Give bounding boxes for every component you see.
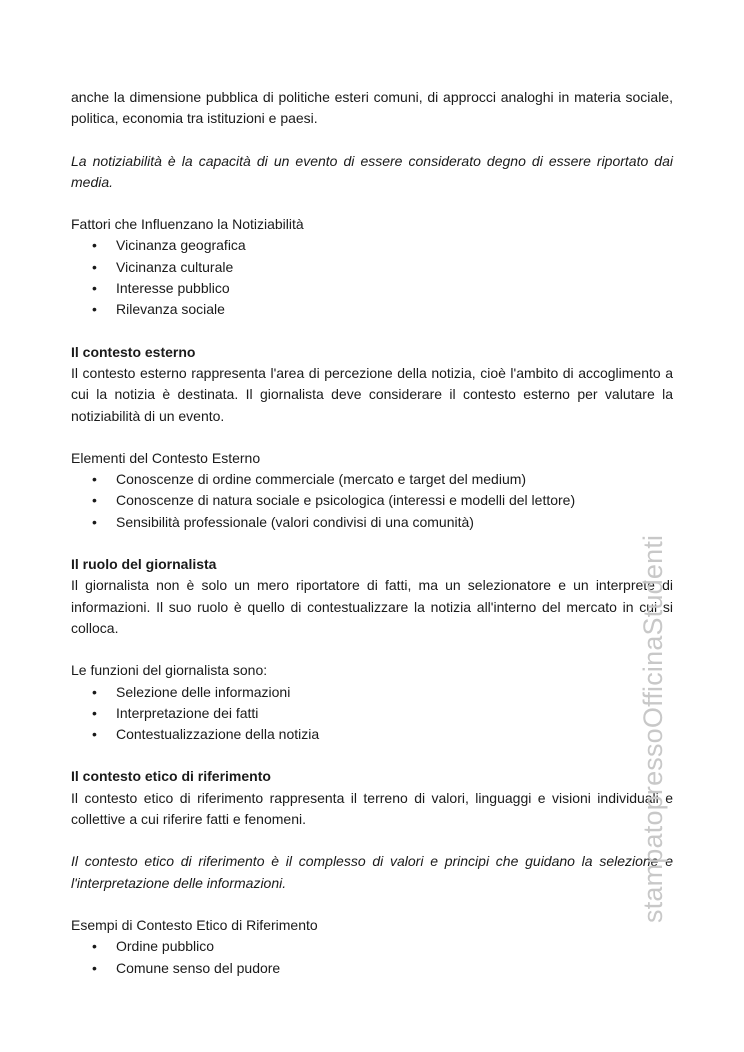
list-item: • Interpretazione dei fatti (71, 703, 673, 724)
list-item: • Conoscenze di ordine commerciale (mercato e target del medium) (71, 469, 673, 490)
funzioni-list (71, 682, 673, 746)
list-item: • Rilevanza sociale (71, 299, 673, 320)
list-item: • Conoscenze di natura sociale e psicologica (interessi e modelli del lettore) (71, 490, 673, 511)
section-title-contesto-etico: Il contesto etico di riferimento (71, 768, 271, 785)
list-item: • Selezione delle informazioni (71, 682, 673, 703)
list-item: • Contestualizzazione della notizia (71, 724, 673, 745)
document-page (71, 87, 673, 979)
list-item: • Comune senso del pudore (71, 958, 673, 979)
esempi-heading: Esempi di Contesto Etico di Riferimento (71, 916, 318, 933)
list-item: • Sensibilità professionale (valori condivisi di una comunità) (71, 512, 673, 533)
intro-paragraph: anche la dimensione pubblica di politiche esteri comuni, di approcci analoghi in materia sociale, politica, economia tra istituzioni e paesi. (71, 89, 673, 127)
elementi-list (71, 469, 673, 533)
section-title-ruolo: Il ruolo del giornalista (71, 556, 217, 573)
list-item: • Ordine pubblico (71, 936, 673, 957)
ruolo-body: Il giornalista non è solo un mero riportatore di fatti, ma un selezionatore e un interprete di informazioni. Il suo ruolo è quello di contestualizzare la notizia all'interno del mercato in cui si colloca. (71, 577, 673, 636)
elementi-heading: Elementi del Contesto Esterno (71, 449, 261, 466)
list-item: • Vicinanza geografica (71, 235, 673, 256)
section-title-contesto-esterno: Il contesto esterno (71, 343, 196, 360)
notiziabilita-definition: La notiziabilità è la capacità di un evento di essere considerato degno di essere riportato dai media. (71, 152, 673, 190)
list-item: • Vicinanza culturale (71, 257, 673, 278)
contesto-etico-definition: Il contesto etico di riferimento è il complesso di valori e principi che guidano la selezione e l'interpretazione delle informazioni. (71, 853, 673, 891)
fattori-heading: Fattori che Influenzano la Notiziabilità (71, 216, 304, 233)
contesto-esterno-body: Il contesto esterno rappresenta l'area di percezione della notizia, cioè l'ambito di accoglimento a cui la notizia è destinata. Il giornalista deve considerare il contesto esterno per valutare la notiziabilità di un evento. (71, 364, 673, 424)
fattori-list (71, 235, 673, 320)
watermark: stampatopressoOfficinaStudenti (638, 534, 668, 923)
contesto-etico-body: Il contesto etico di riferimento rappresenta il terreno di valori, linguaggi e visioni individuali e collettive a cui riferire fatti e fenomeni. (71, 789, 673, 828)
funzioni-heading: Le funzioni del giornalista sono: (71, 662, 268, 679)
esempi-list (71, 936, 673, 979)
list-item: • Interesse pubblico (71, 278, 673, 299)
